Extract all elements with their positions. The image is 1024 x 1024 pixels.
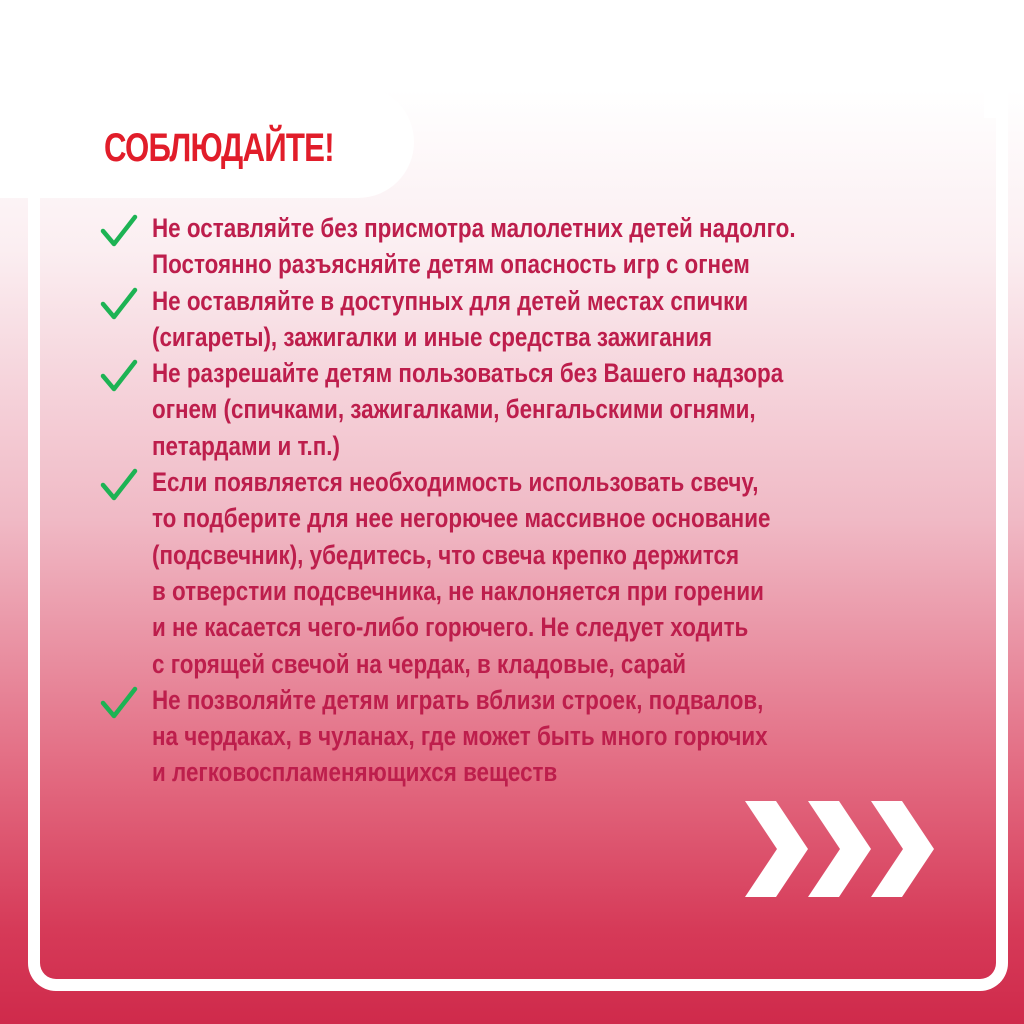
list-item — [100, 682, 960, 791]
item-text-line: огнем (спичками, зажигалками, бенгальскими огнями, — [152, 394, 756, 425]
check-icon — [100, 287, 138, 321]
triple-chevron-right-icon[interactable] — [740, 796, 940, 902]
list-item — [100, 355, 960, 464]
check-icon — [100, 686, 138, 720]
frame-corner — [984, 78, 996, 118]
list-item — [100, 210, 960, 283]
item-text-line: Постоянно разъясняйте детям опасность игр с огнем — [152, 249, 750, 280]
rules-list — [100, 210, 960, 791]
item-text-line: на чердаках, в чуланах, где может быть много горючих — [152, 721, 768, 752]
item-text-line: Не разрешайте детям пользоваться без Вашего надзора — [152, 358, 784, 389]
check-icon — [100, 359, 138, 393]
item-text-line: то подберите для нее негорючее массивное основание — [152, 503, 771, 534]
page-title: СОБЛЮДАЙТЕ! — [104, 126, 334, 170]
item-text-line: и не касается чего-либо горючего. Не следует ходить — [152, 612, 749, 643]
check-icon — [100, 214, 138, 248]
item-text-line: в отверстии подсвечника, не наклоняется при горении — [152, 575, 764, 606]
frame-top-edge — [365, 78, 996, 90]
check-icon — [100, 468, 138, 502]
item-text-line: и легковоспламеняющихся веществ — [152, 757, 558, 788]
list-item — [100, 283, 960, 356]
item-text-line: Если появляется необходимость использовать свечу, — [152, 467, 759, 498]
list-item — [100, 464, 960, 682]
item-text-line: Не позволяйте детям играть вблизи строек, подвалов, — [152, 684, 764, 715]
item-text-line: Не оставляйте в доступных для детей местах спички — [152, 285, 749, 316]
item-text-line: (подсвечник), убедитесь, что свеча крепко держится — [152, 539, 740, 570]
item-text-line: (сигареты), зажигалки и иные средства зажигания — [152, 321, 713, 352]
item-text-line: петардами и т.п.) — [152, 430, 341, 461]
item-text-line: с горящей свечой на чердак, в кладовые, сарай — [152, 648, 687, 679]
item-text-line: Не оставляйте без присмотра малолетних детей надолго. — [152, 213, 796, 243]
